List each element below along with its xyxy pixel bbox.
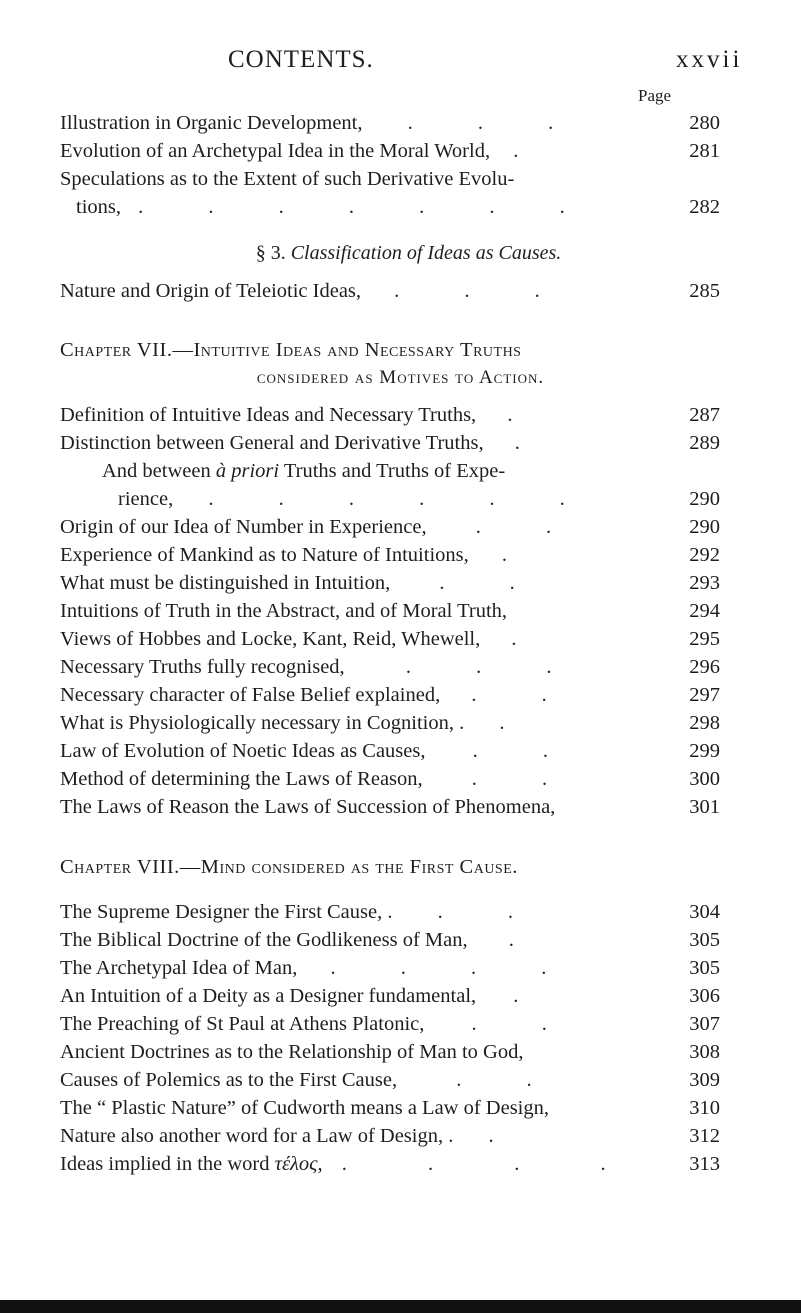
toc-entry (60, 628, 720, 656)
toc-entry-leader: . . (437, 901, 543, 923)
toc-entry-leader: . . . . . . (208, 488, 595, 510)
toc-entry-title: The Preaching of St Paul at Athens Platonic, (60, 1013, 425, 1035)
toc-entry (60, 168, 720, 196)
toc-entry (60, 901, 720, 929)
toc-entry-page: 292 (689, 544, 720, 566)
toc-entry-page: 290 (689, 516, 720, 538)
toc-entry-title: Definition of Intuitive Ideas and Necessary Truths, (60, 404, 477, 426)
toc-entry-leader: . (508, 929, 514, 951)
toc-entry-leader: . . (472, 740, 578, 762)
section-title: Classification of Ideas as Causes. (290, 242, 562, 264)
toc-entry-page: 301 (689, 796, 720, 818)
toc-entry-title-part: Truths and Truths of Expe- (279, 460, 506, 482)
toc-entry-title: The “ Plastic Nature” of Cudworth means a Law of Design, (60, 1097, 550, 1119)
toc-entry-title: Necessary character of False Belief explained, (60, 684, 441, 706)
toc-entry (60, 516, 720, 544)
toc-entry-page: 287 (689, 404, 720, 426)
section-heading (8, 242, 801, 265)
toc-entry (60, 768, 720, 796)
toc-entry-leader: . . (471, 684, 577, 706)
toc-entry-page: 295 (689, 628, 720, 650)
toc-entry-page: 305 (689, 957, 720, 979)
toc-entry-page: 290 (689, 488, 720, 510)
running-header-page-numeral: xxvii (676, 46, 743, 73)
toc-entry (60, 1125, 720, 1153)
toc-entry (60, 572, 720, 600)
toc-entry-title: Necessary Truths fully recognised, (60, 656, 345, 678)
toc-entry (60, 796, 720, 824)
toc-entry (60, 1013, 720, 1041)
toc-entry (60, 712, 720, 740)
toc-entry-title: Nature also another word for a Law of Design, . (60, 1125, 454, 1147)
toc-entry-page: 308 (689, 1041, 720, 1063)
toc-entry-leader: . . . . (341, 1153, 644, 1175)
toc-entry-page: 307 (689, 1013, 720, 1035)
toc-entry (60, 544, 720, 572)
chapter-heading-continued: considered as Motives to Action. (256, 367, 545, 388)
toc-entry (60, 684, 720, 712)
toc-entry-title (102, 460, 505, 483)
toc-entry-page: 280 (689, 112, 720, 134)
toc-entry-title: Origin of our Idea of Number in Experience, (60, 516, 427, 538)
chapter-heading: Chapter VIII.—Mind considered as the First Cause. (60, 856, 518, 878)
toc-entry-leader: . . . (407, 112, 584, 134)
running-header-title: CONTENTS. (228, 46, 374, 73)
toc-entry-title-part: And between (102, 460, 216, 482)
toc-entry-title: Views of Hobbes and Locke, Kant, Reid, Whewell, (60, 628, 481, 650)
toc-entry-title: Speculations as to the Extent of such Derivative Evolu- (60, 168, 515, 190)
toc-entry-page: 289 (689, 432, 720, 454)
toc-entry-page: 313 (689, 1153, 720, 1175)
toc-entry (60, 1097, 720, 1125)
toc-entry-title-part: Ideas implied in the word (60, 1153, 275, 1175)
toc-entry (60, 929, 720, 957)
toc-entry (60, 600, 720, 628)
toc-entry (60, 656, 720, 684)
toc-entry-title: Experience of Mankind as to Nature of Intuitions, (60, 544, 469, 566)
scan-edge-bar (0, 1300, 801, 1313)
toc-entry-title: Intuitions of Truth in the Abstract, and of Moral Truth, (60, 600, 508, 622)
toc-entry-title: Illustration in Organic Development, (60, 112, 363, 134)
toc-entry-title: Ancient Doctrines as to the Relationship of Man to God, (60, 1041, 524, 1063)
toc-entry-leader: . . . . . . . (138, 196, 595, 218)
toc-entry-leader: . (501, 544, 507, 566)
toc-entry-page: 285 (689, 280, 720, 302)
toc-entry-leader: . . . . (330, 957, 577, 979)
toc-entry (60, 432, 720, 460)
toc-entry-leader: . . . (405, 656, 582, 678)
toc-entry-page: 281 (689, 140, 720, 162)
toc-entry-page: 299 (689, 740, 720, 762)
toc-entry-title: What is Physiologically necessary in Cognition, . (60, 712, 465, 734)
toc-entry-leader: . (499, 712, 505, 734)
toc-entry (60, 488, 720, 516)
toc-entry-leader: . (513, 985, 519, 1007)
toc-entry (60, 1069, 720, 1097)
toc-entry-title: What must be distinguished in Intuition, (60, 572, 391, 594)
toc-entry (60, 1153, 720, 1181)
toc-entry (60, 1041, 720, 1069)
toc-entry-leader: . . (471, 1013, 577, 1035)
toc-entry-leader: . (513, 140, 519, 162)
toc-entry-title: The Biblical Doctrine of the Godlikeness of Man, (60, 929, 468, 951)
toc-entry-title: tions, (76, 196, 121, 218)
toc-entry-page: 309 (689, 1069, 720, 1091)
toc-entry-title: rience, (118, 488, 174, 510)
toc-entry-title: Law of Evolution of Noetic Ideas as Causes, (60, 740, 426, 762)
toc-entry-page: 300 (689, 768, 720, 790)
toc-entry-leader: . (507, 404, 513, 426)
toc-entry (60, 140, 720, 168)
toc-entry-leader: . . . (394, 280, 570, 302)
toc-entry-page: 305 (689, 929, 720, 951)
toc-entry (60, 112, 720, 140)
toc-entry (60, 404, 720, 432)
page-column-label: Page (638, 86, 672, 105)
toc-entry-page: 298 (689, 712, 720, 734)
toc-entry-title-italic: à priori (215, 460, 280, 482)
toc-entry-title: An Intuition of a Deity as a Designer fundamental, (60, 985, 477, 1007)
toc-entry-leader: . (514, 432, 520, 454)
toc-entry (60, 957, 720, 985)
toc-entry-leader: . . (471, 768, 578, 790)
toc-entry-leader: . . (439, 572, 545, 594)
toc-entry-title: Distinction between General and Derivative Truths, (60, 432, 484, 454)
toc-entry-page: 306 (689, 985, 720, 1007)
toc-entry-page: 293 (689, 572, 720, 594)
toc-entry-title: The Supreme Designer the First Cause, . (60, 901, 393, 923)
toc-entry-leader: . (488, 1125, 494, 1147)
toc-entry-title: Evolution of an Archetypal Idea in the Moral World, (60, 140, 491, 162)
toc-entry-page: 282 (689, 196, 720, 218)
toc-entry (60, 985, 720, 1013)
chapter-heading: Chapter VII.—Intuitive Ideas and Necessary Truths (60, 339, 522, 361)
toc-entry (60, 460, 720, 488)
toc-entry-title: Causes of Polemics as to the First Cause, (60, 1069, 398, 1091)
toc-entry-title: Nature and Origin of Teleiotic Ideas, (60, 280, 362, 302)
section-number: § 3. (255, 242, 286, 264)
toc-entry-page: 294 (689, 600, 720, 622)
toc-entry (60, 196, 720, 224)
toc-entry-title (60, 1153, 323, 1175)
toc-entry-title-italic: τέλος (274, 1153, 318, 1175)
toc-entry (60, 740, 720, 768)
toc-entry-title-part: , (317, 1153, 323, 1175)
toc-entry-leader: . (511, 628, 517, 650)
toc-entry-leader: . . (456, 1069, 562, 1091)
toc-entry-page: 310 (689, 1097, 720, 1119)
toc-entry-leader: . . (475, 516, 582, 538)
toc-entry-title: The Archetypal Idea of Man, (60, 957, 298, 979)
toc-entry (60, 280, 720, 308)
toc-entry-title: The Laws of Reason the Laws of Succession of Phenomena, (60, 796, 556, 818)
toc-entry-page: 304 (689, 901, 720, 923)
toc-entry-title: Method of determining the Laws of Reason, (60, 768, 423, 790)
toc-entry-page: 296 (689, 656, 720, 678)
toc-entry-page: 312 (689, 1125, 720, 1147)
toc-entry-page: 297 (689, 684, 720, 706)
